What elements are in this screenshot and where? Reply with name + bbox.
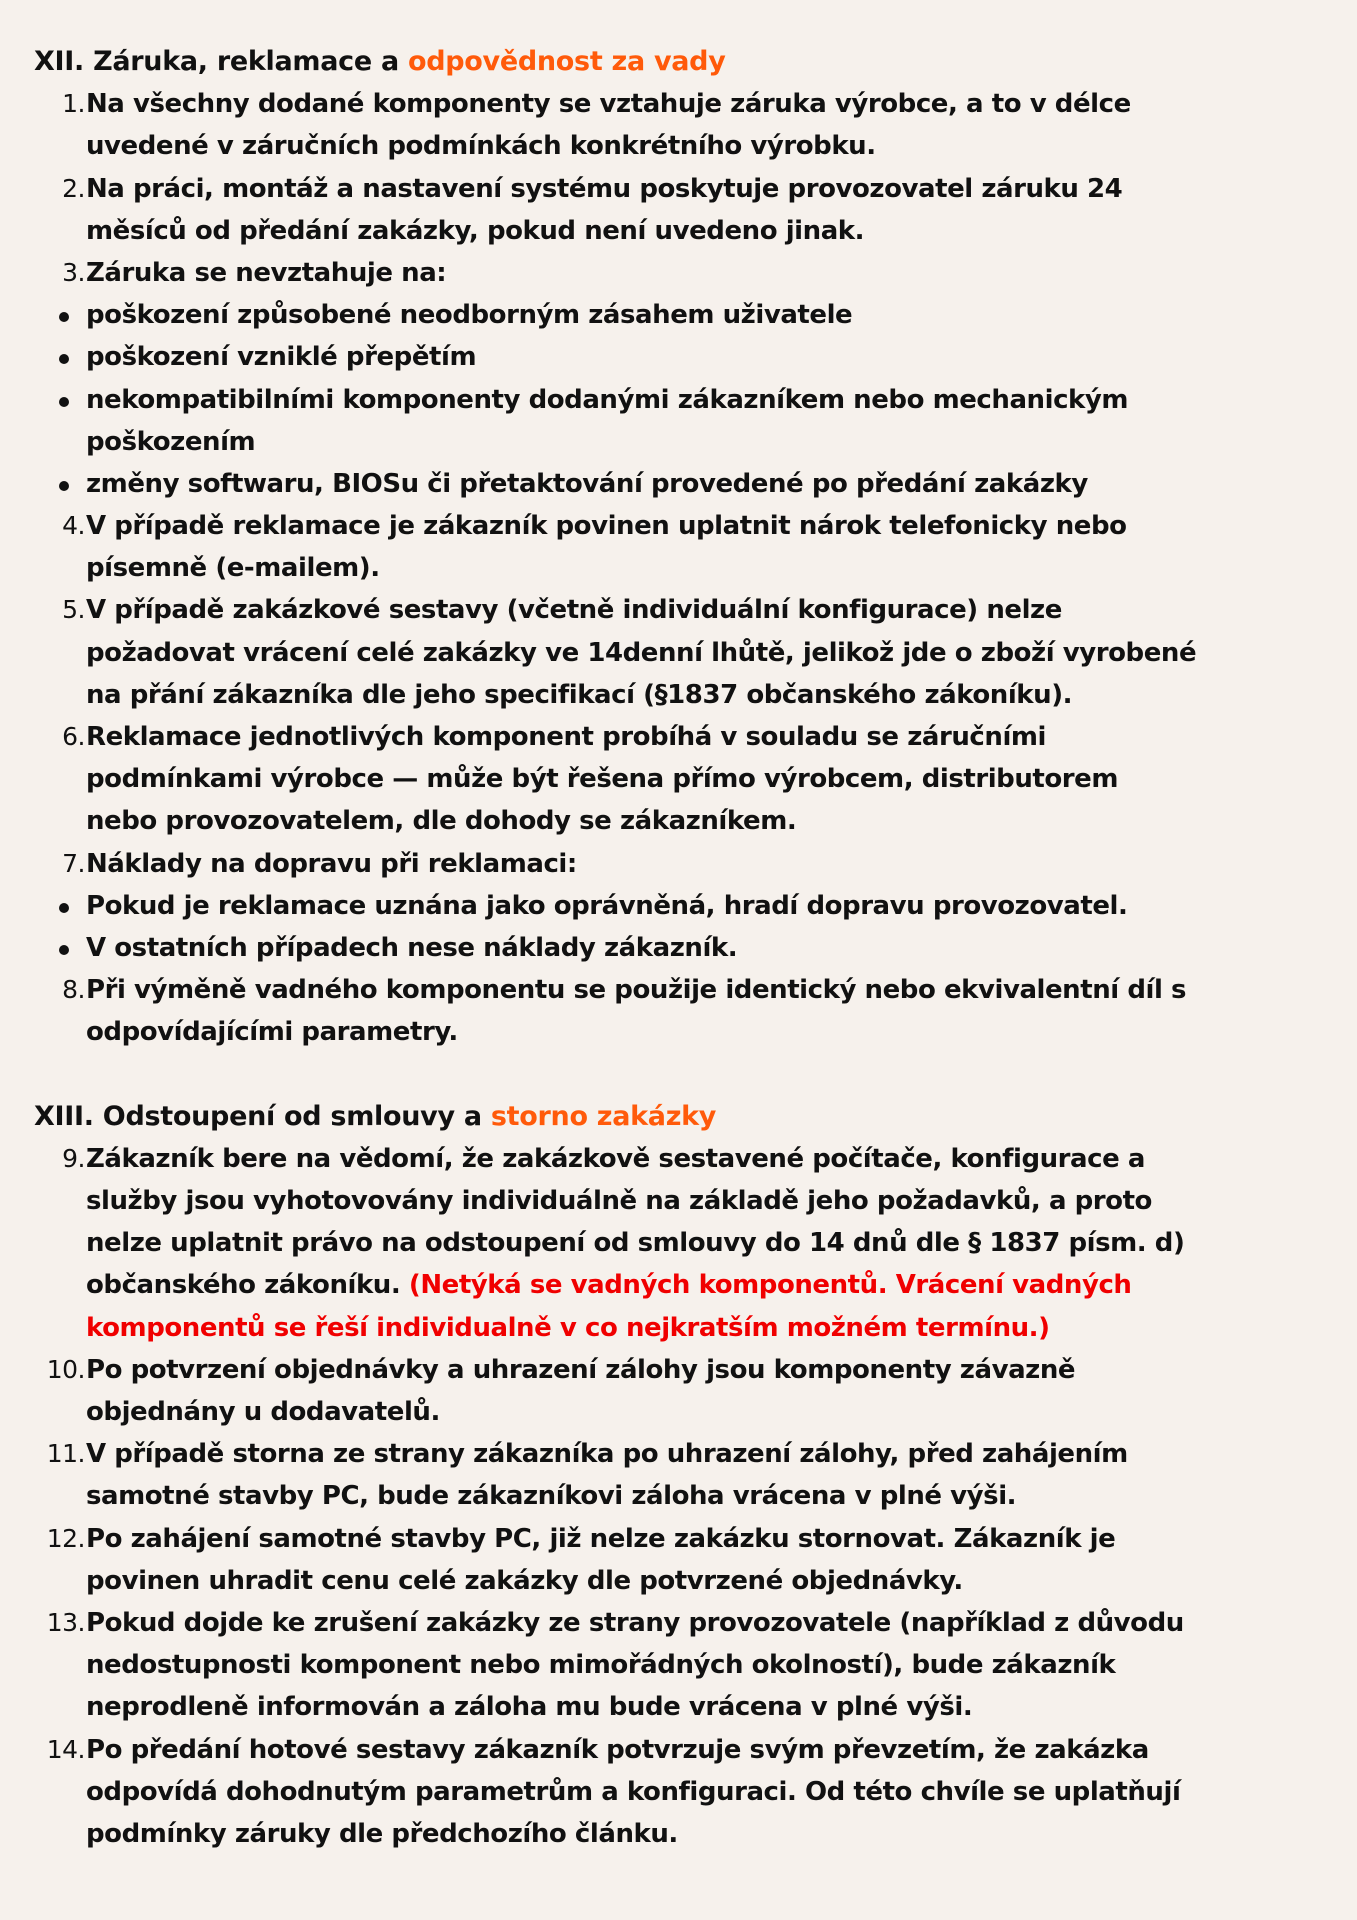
list-item-text: Při výměně vadného komponentu se použije identický nebo ekvivalentní díl s — [86, 975, 1187, 1006]
list-number: 9. — [62, 1143, 85, 1173]
list-item-text: odpovídajícími parametry. — [86, 1017, 458, 1048]
list-item-text: nebo provozovatelem, dle dohody se zákazníkem. — [86, 806, 797, 837]
list-number: 8. — [62, 975, 85, 1005]
list-number: 4. — [62, 511, 85, 541]
list-item-line — [0, 1813, 1357, 1855]
list-item-text: Pokud dojde ke zrušení zakázky ze strany provozovatele (například z důvodu — [86, 1607, 1184, 1638]
list-item-line — [0, 1475, 1357, 1517]
list-item-text: samotné stavby PC, bude zákazníkovi záloha vrácena v plné výši. — [86, 1481, 1017, 1512]
list-item-line — [0, 758, 1357, 800]
list-item-line — [0, 294, 1357, 336]
list-item-text: poškozením — [86, 426, 256, 457]
warning-note: (Netýká se vadných komponentů. Vrácení vadných — [408, 1270, 1132, 1301]
list-item-line — [0, 1222, 1357, 1264]
list-item-text: Po zahájení samotné stavby PC, již nelze zakázku stornovat. Zákazník je — [86, 1523, 1116, 1554]
list-item-line — [0, 1433, 1357, 1475]
list-item-line — [0, 800, 1357, 842]
list-item-line — [0, 1349, 1357, 1391]
list-item-text: požadovat vrácení celé zakázky ve 14denní lhůtě, jelikož jde o zboží vyrobené — [86, 637, 1197, 668]
list-item-text: podmínkami výrobce — může být řešena přímo výrobcem, distributorem — [86, 764, 1118, 795]
list-item-text-black: občanského zákoníku. — [86, 1270, 409, 1301]
list-item-text: Po předání hotové sestavy zákazník potvrzuje svým převzetím, že zakázka — [86, 1734, 1149, 1765]
list-item-line — [0, 505, 1357, 547]
list-item-text: služby jsou vyhotovovány individuálně na základě jeho požadavků, a proto — [86, 1186, 1152, 1217]
list-item-text: V ostatních případech nese náklady zákazník. — [86, 932, 738, 963]
section-heading-accent: storno zakázky — [490, 1100, 717, 1132]
list-item-line — [0, 843, 1357, 885]
list-number: 6. — [62, 722, 85, 751]
warning-note: komponentů se řeší individualně v co nejkratším možném termínu.) — [86, 1312, 1050, 1343]
bullet-icon — [59, 312, 69, 322]
list-number: 10. — [46, 1354, 85, 1384]
list-number: 14. — [46, 1734, 85, 1764]
list-item-line — [0, 547, 1357, 589]
list-item-text: změny softwaru, BIOSu či přetaktování provedené po předání zakázky — [86, 468, 1088, 499]
list-number: 1. — [62, 89, 85, 119]
list-item-text: Záruka se nevztahuje na: — [86, 257, 447, 288]
list-item-text: na přání zákazníka dle jeho specifikací (§1837 občanského zákoníku). — [86, 679, 1073, 710]
list-item-text: písemně (e-mailem). — [86, 553, 380, 584]
list-item-line — [0, 336, 1357, 378]
list-item-line — [0, 632, 1357, 674]
list-item-line — [0, 927, 1357, 969]
list-item-line — [0, 674, 1357, 716]
section-heading-text: XII. Záruka, reklamace a — [34, 46, 408, 77]
list-item-line — [0, 1391, 1357, 1433]
list-item-line — [0, 168, 1357, 210]
list-item-text: odpovídá dohodnutým parametrům a konfiguraci. Od této chvíle se uplatňují — [86, 1776, 1181, 1807]
bullet-icon — [59, 354, 69, 364]
list-item-text: měsíců od předání zakázky, pokud není uvedeno jinak. — [86, 215, 865, 246]
list-item-text: neprodleně informován a záloha mu bude vrácena v plné výši. — [86, 1692, 973, 1723]
section-heading — [0, 41, 1357, 83]
list-number: 13. — [46, 1607, 85, 1637]
bullet-icon — [59, 481, 69, 491]
list-item-text: Na práci, montáž a nastavení systému poskytuje provozovatel záruku 24 — [86, 173, 1123, 204]
list-item-text: nekompatibilními komponenty dodanými zákazníkem nebo mechanickým — [86, 384, 1129, 415]
list-item-text: poškození způsobené neodborným zásahem uživatele — [86, 300, 853, 331]
list-item-text: nelze uplatnit právo na odstoupení od smlouvy do 14 dnů dle § 1837 písm. d) — [86, 1228, 1185, 1259]
list-item-line — [0, 589, 1357, 631]
list-item-text: Zákazník bere na vědomí, že zakázkově sestavené počítače, konfigurace a — [86, 1143, 1145, 1174]
list-item-text: Reklamace jednotlivých komponent probíhá v souladu se záručními — [86, 722, 1047, 752]
list-item-line — [0, 83, 1357, 125]
list-item-text: uvedené v záručních podmínkách konkrétního výrobku. — [86, 131, 876, 162]
list-item-text: Na všechny dodané komponenty se vztahuje záruka výrobce, a to v délce — [86, 89, 1131, 120]
list-item-line — [0, 1771, 1357, 1813]
list-item-line — [0, 252, 1357, 294]
list-item-line — [0, 1686, 1357, 1728]
list-item-line — [0, 1560, 1357, 1602]
list-number: 5. — [62, 595, 85, 625]
list-item-text: povinen uhradit cenu celé zakázky dle potvrzené objednávky. — [86, 1565, 963, 1596]
list-item-line — [0, 1644, 1357, 1686]
list-item-line — [0, 210, 1357, 252]
list-item-line — [0, 969, 1357, 1011]
list-item-text: V případě reklamace je zákazník povinen uplatnit nárok telefonicky nebo — [86, 511, 1127, 542]
bullet-icon — [59, 397, 69, 407]
document — [0, 41, 1357, 1855]
list-item-text: nedostupnosti komponent nebo mimořádných okolností), bude zákazník — [86, 1650, 1116, 1681]
list-item-line — [0, 421, 1357, 463]
list-item-line — [0, 885, 1357, 927]
section-spacer — [0, 1054, 1357, 1096]
list-item-line — [0, 716, 1357, 758]
list-number: 11. — [46, 1439, 85, 1469]
list-item-line — [0, 1138, 1357, 1180]
list-item-text: podmínky záruky dle předchozího článku. — [86, 1818, 678, 1849]
list-item-line — [0, 1180, 1357, 1222]
list-item-line — [0, 1518, 1357, 1560]
section-heading-text: XIII. Odstoupení od smlouvy a — [34, 1100, 491, 1132]
list-number: 12. — [46, 1523, 85, 1553]
section-heading — [0, 1096, 1357, 1138]
list-item-text: objednány u dodavatelů. — [86, 1397, 440, 1427]
list-item-text: V případě storna ze strany zákazníka po uhrazení zálohy, před zahájením — [86, 1439, 1128, 1470]
list-item-line — [0, 1307, 1357, 1349]
section-heading-accent: odpovědnost za vady — [407, 46, 726, 77]
bullet-icon — [59, 945, 69, 955]
list-item-line — [0, 1011, 1357, 1053]
list-number: 2. — [62, 173, 85, 203]
list-number: 7. — [62, 848, 85, 878]
list-item-line — [0, 125, 1357, 167]
list-item-line — [0, 1602, 1357, 1644]
bullet-icon — [59, 903, 69, 913]
list-item-text: Po potvrzení objednávky a uhrazení zálohy jsou komponenty závazně — [86, 1354, 1076, 1385]
list-item-text: poškození vzniklé přepětím — [86, 342, 477, 373]
list-item-line — [0, 379, 1357, 421]
list-item-text: V případě zakázkové sestavy (včetně individuální konfigurace) nelze — [86, 595, 1062, 626]
list-item-text: Pokud je reklamace uznána jako oprávněná, hradí dopravu provozovatel. — [86, 890, 1128, 921]
list-item-line — [0, 1264, 1357, 1306]
list-number: 3. — [62, 257, 85, 287]
list-item-line — [0, 463, 1357, 505]
list-item-text: Náklady na dopravu při reklamaci: — [86, 848, 577, 879]
list-item-line — [0, 1729, 1357, 1771]
list-item-text — [86, 1264, 1131, 1306]
